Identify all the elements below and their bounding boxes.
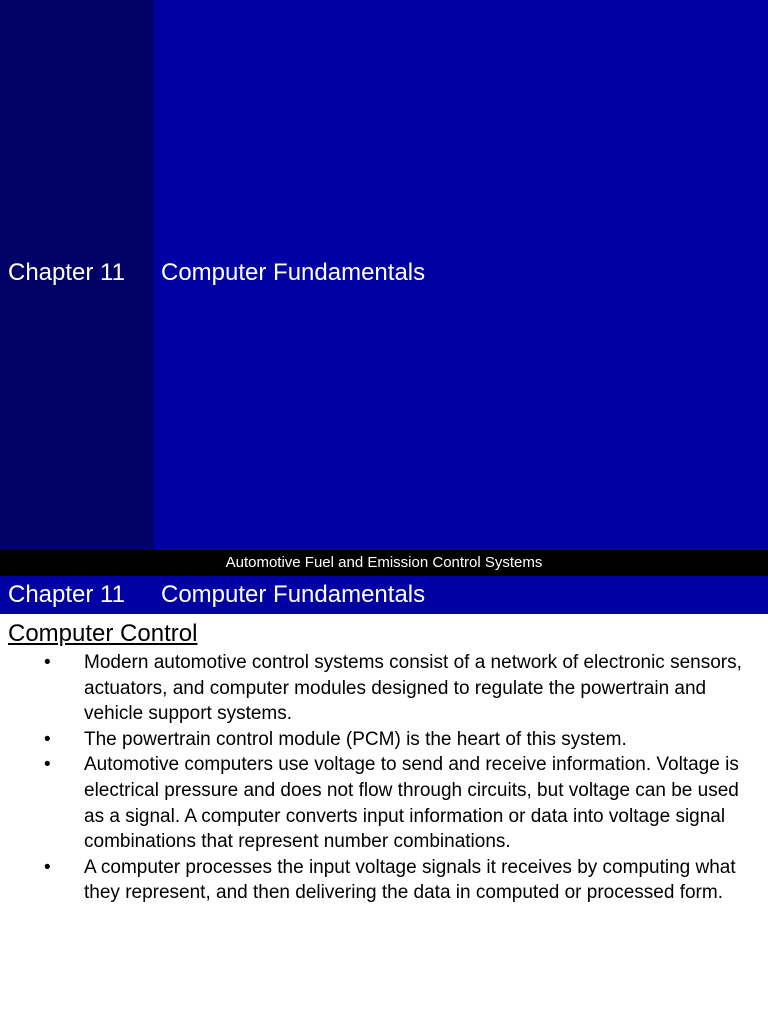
bullet-text: Modern automotive control systems consist of a network of electronic sensors, actuators, and computer modules designed to regulate the powertrain and vehicle support systems. [84, 652, 742, 725]
title-chapter-title: Computer Fundamentals [161, 259, 426, 286]
content-slide-body [0, 614, 768, 1024]
header-chapter-label: Chapter 11 [8, 581, 125, 608]
bullet-text: Automotive computers use voltage to send and receive information. Voltage is electrical pressure and does not flow through circuits, but voltage can be used as a signal. A computer converts input information or data into voltage signal combinations that represent number combinations. [84, 754, 739, 853]
bullet-marker: • [44, 652, 51, 673]
bullet-item [0, 650, 768, 727]
bullet-list [0, 650, 768, 906]
bullet-item [0, 727, 768, 753]
bullet-marker: • [44, 856, 51, 878]
title-chapter-label: Chapter 11 [8, 259, 125, 286]
footer-text: Automotive Fuel and Emission Control Systems [225, 554, 543, 571]
bullet-text: A computer processes the input voltage signals it receives by computing what they represent, and then delivering the data in computed or processed form. [84, 856, 736, 904]
section-heading: Computer Control [8, 620, 198, 647]
bullet-marker: • [44, 728, 51, 750]
header-chapter-title: Computer Fundamentals [161, 581, 426, 608]
content-slide-header [0, 576, 768, 614]
bullet-item [0, 752, 768, 854]
bullet-text: The powertrain control module (PCM) is the heart of this system. [84, 728, 627, 750]
slide-footer [0, 550, 768, 576]
bullet-item [0, 855, 768, 906]
bullet-marker: • [44, 754, 51, 776]
title-row [8, 259, 426, 287]
